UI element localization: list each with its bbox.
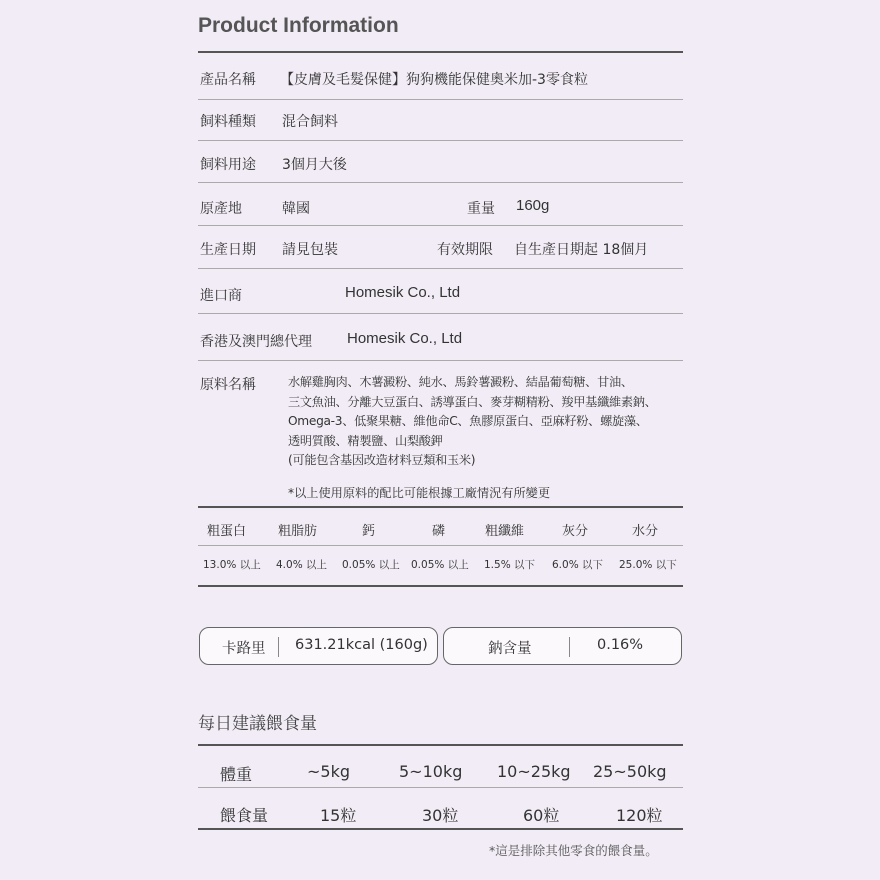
value-mfg-date: 請見包裝 bbox=[282, 242, 338, 258]
value-expiry: 自生產日期起 18個月 bbox=[514, 242, 649, 258]
weight-label: 體重 bbox=[220, 765, 253, 784]
divider bbox=[198, 828, 683, 830]
weight-value: 5~10kg bbox=[399, 762, 463, 781]
pill-separator bbox=[278, 637, 279, 657]
calories-value: 631.21kcal (160g) bbox=[295, 637, 428, 653]
label-product-name: 產品名稱 bbox=[200, 72, 256, 88]
amount-value: 60粒 bbox=[523, 806, 560, 825]
calories-box bbox=[199, 627, 438, 665]
ingredient-line: 水解雞胸肉、木薯澱粉、純水、馬鈴薯澱粉、結晶葡萄糖、甘油、 bbox=[288, 375, 633, 389]
daily-feeding-title: 每日建議餵食量 bbox=[198, 714, 317, 734]
calories-label: 卡路里 bbox=[222, 641, 266, 657]
value-feed-use: 3個月大後 bbox=[282, 157, 347, 173]
nutrition-value: 0.05% 以上 bbox=[411, 559, 469, 571]
value-weight: 160g bbox=[516, 197, 550, 214]
divider bbox=[198, 744, 683, 746]
label-expiry: 有效期限 bbox=[437, 242, 493, 258]
weight-value: ~5kg bbox=[307, 762, 351, 781]
nutrition-header: 水分 bbox=[632, 524, 659, 539]
divider bbox=[198, 506, 683, 508]
nutrition-value: 25.0% 以下 bbox=[619, 559, 677, 571]
amount-value: 30粒 bbox=[422, 806, 459, 825]
divider bbox=[198, 360, 683, 361]
sodium-value: 0.16% bbox=[597, 637, 644, 653]
value-origin: 韓國 bbox=[282, 201, 310, 217]
sodium-label: 鈉含量 bbox=[488, 641, 532, 657]
nutrition-value: 4.0% 以上 bbox=[276, 559, 328, 571]
nutrition-header: 粗脂肪 bbox=[278, 524, 318, 539]
label-importer: 進口商 bbox=[200, 288, 242, 304]
label-feed-use: 飼料用途 bbox=[200, 157, 256, 173]
divider bbox=[198, 268, 683, 269]
pill-separator bbox=[569, 637, 570, 657]
label-ingredients: 原料名稱 bbox=[200, 377, 256, 393]
divider bbox=[198, 585, 683, 587]
ingredient-line: (可能包含基因改造材料豆類和玉米) bbox=[288, 453, 476, 468]
value-agent: Homesik Co., Ltd bbox=[347, 330, 463, 347]
ingredient-line: 三文魚油、分離大豆蛋白、誘導蛋白、麥芽糊精粉、羧甲基纖維素鈉、 bbox=[288, 394, 657, 409]
value-importer: Homesik Co., Ltd bbox=[345, 284, 461, 301]
nutrition-header: 粗蛋白 bbox=[207, 524, 247, 539]
ingredients-list bbox=[288, 373, 688, 471]
nutrition-value: 13.0% 以上 bbox=[203, 559, 261, 571]
divider bbox=[198, 140, 683, 141]
divider bbox=[198, 225, 683, 226]
divider bbox=[198, 182, 683, 183]
sodium-box bbox=[443, 627, 682, 665]
value-product-name: 【皮膚及毛髮保健】狗狗機能保健奧米加-3零食粒 bbox=[280, 72, 588, 88]
label-weight: 重量 bbox=[467, 201, 495, 217]
weight-value: 25~50kg bbox=[593, 762, 667, 781]
ingredient-line: Omega-3、低聚果糖、維他命C、魚膠原蛋白、亞麻籽粉、螺旋藻、 bbox=[288, 414, 648, 429]
page-title: Product Information bbox=[198, 14, 399, 37]
nutrition-value: 6.0% 以下 bbox=[552, 559, 604, 571]
divider bbox=[198, 545, 683, 546]
label-feed-type: 飼料種類 bbox=[200, 114, 256, 130]
nutrition-header: 灰分 bbox=[562, 524, 589, 539]
label-origin: 原產地 bbox=[200, 201, 242, 217]
amount-value: 15粒 bbox=[320, 806, 357, 825]
feeding-footnote: *這是排除其他零食的餵食量。 bbox=[489, 843, 658, 858]
amount-value: 120粒 bbox=[616, 806, 663, 825]
value-feed-type: 混合飼料 bbox=[282, 114, 338, 130]
amount-label: 餵食量 bbox=[220, 806, 269, 825]
divider bbox=[198, 313, 683, 314]
weight-value: 10~25kg bbox=[497, 762, 571, 781]
nutrition-value: 0.05% 以上 bbox=[342, 559, 400, 571]
label-agent: 香港及澳門總代理 bbox=[200, 334, 312, 350]
ingredient-line: 透明質酸、精製鹽、山梨酸鉀 bbox=[288, 433, 443, 448]
nutrition-value: 1.5% 以下 bbox=[484, 559, 536, 571]
ingredients-note: *以上使用原料的配比可能根據工廠情況有所變更 bbox=[288, 486, 551, 500]
nutrition-header: 粗纖維 bbox=[485, 524, 525, 539]
nutrition-header: 磷 bbox=[432, 524, 446, 539]
divider bbox=[198, 787, 683, 788]
label-mfg-date: 生產日期 bbox=[200, 242, 256, 258]
divider bbox=[198, 99, 683, 100]
nutrition-header: 鈣 bbox=[362, 524, 376, 539]
divider bbox=[198, 51, 683, 53]
